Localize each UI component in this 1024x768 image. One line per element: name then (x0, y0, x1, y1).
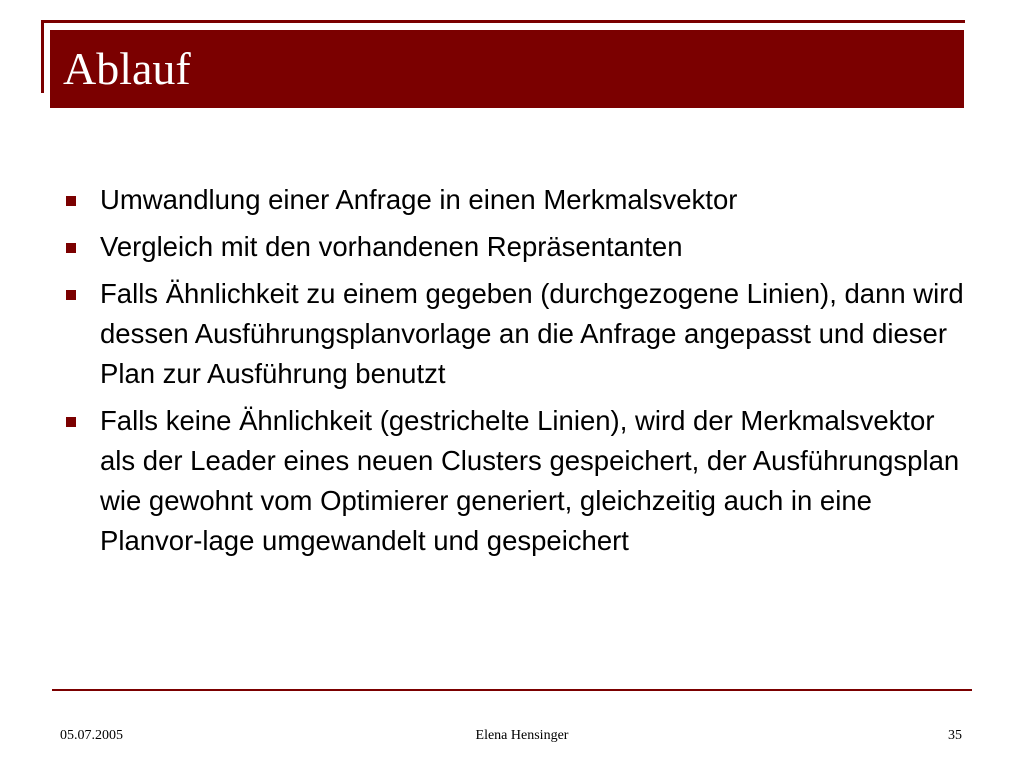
bullet-item (62, 180, 970, 220)
square-bullet-icon (66, 417, 76, 427)
bullet-item (62, 401, 970, 561)
bullet-list (62, 180, 992, 568)
footer-divider (52, 689, 972, 691)
square-bullet-icon (66, 196, 76, 206)
bullet-text: Falls keine Ähnlichkeit (gestrichelte Linien), wird der Merkmalsvektor als der Leader eines neuen Clusters gespeichert, der Ausführungsplan wie gewohnt vom Optimierer generiert, gleichzeitig auch in eine Planvor-lage umgewandelt und gespeichert (100, 405, 960, 556)
footer-author: Elena Hensinger (475, 728, 569, 743)
title-bar (50, 30, 964, 108)
page-number: 35 (948, 728, 962, 743)
title-frame-left-line (41, 20, 44, 93)
square-bullet-icon (66, 243, 76, 253)
title-frame-top-line (41, 20, 965, 23)
slide-title: Ablauf (63, 43, 191, 94)
footer-date: 05.07.2005 (60, 728, 123, 743)
bullet-text: Umwandlung einer Anfrage in einen Merkmalsvektor (100, 184, 738, 215)
bullet-text: Vergleich mit den vorhandenen Repräsentanten (100, 231, 683, 262)
square-bullet-icon (66, 290, 76, 300)
bullet-text: Falls Ähnlichkeit zu einem gegeben (durchgezogene Linien), dann wird dessen Ausführungsplanvorlage an die Anfrage angepasst und dieser Plan zur Ausführung benutzt (100, 278, 964, 389)
bullet-item (62, 274, 970, 394)
bullet-item (62, 227, 970, 267)
